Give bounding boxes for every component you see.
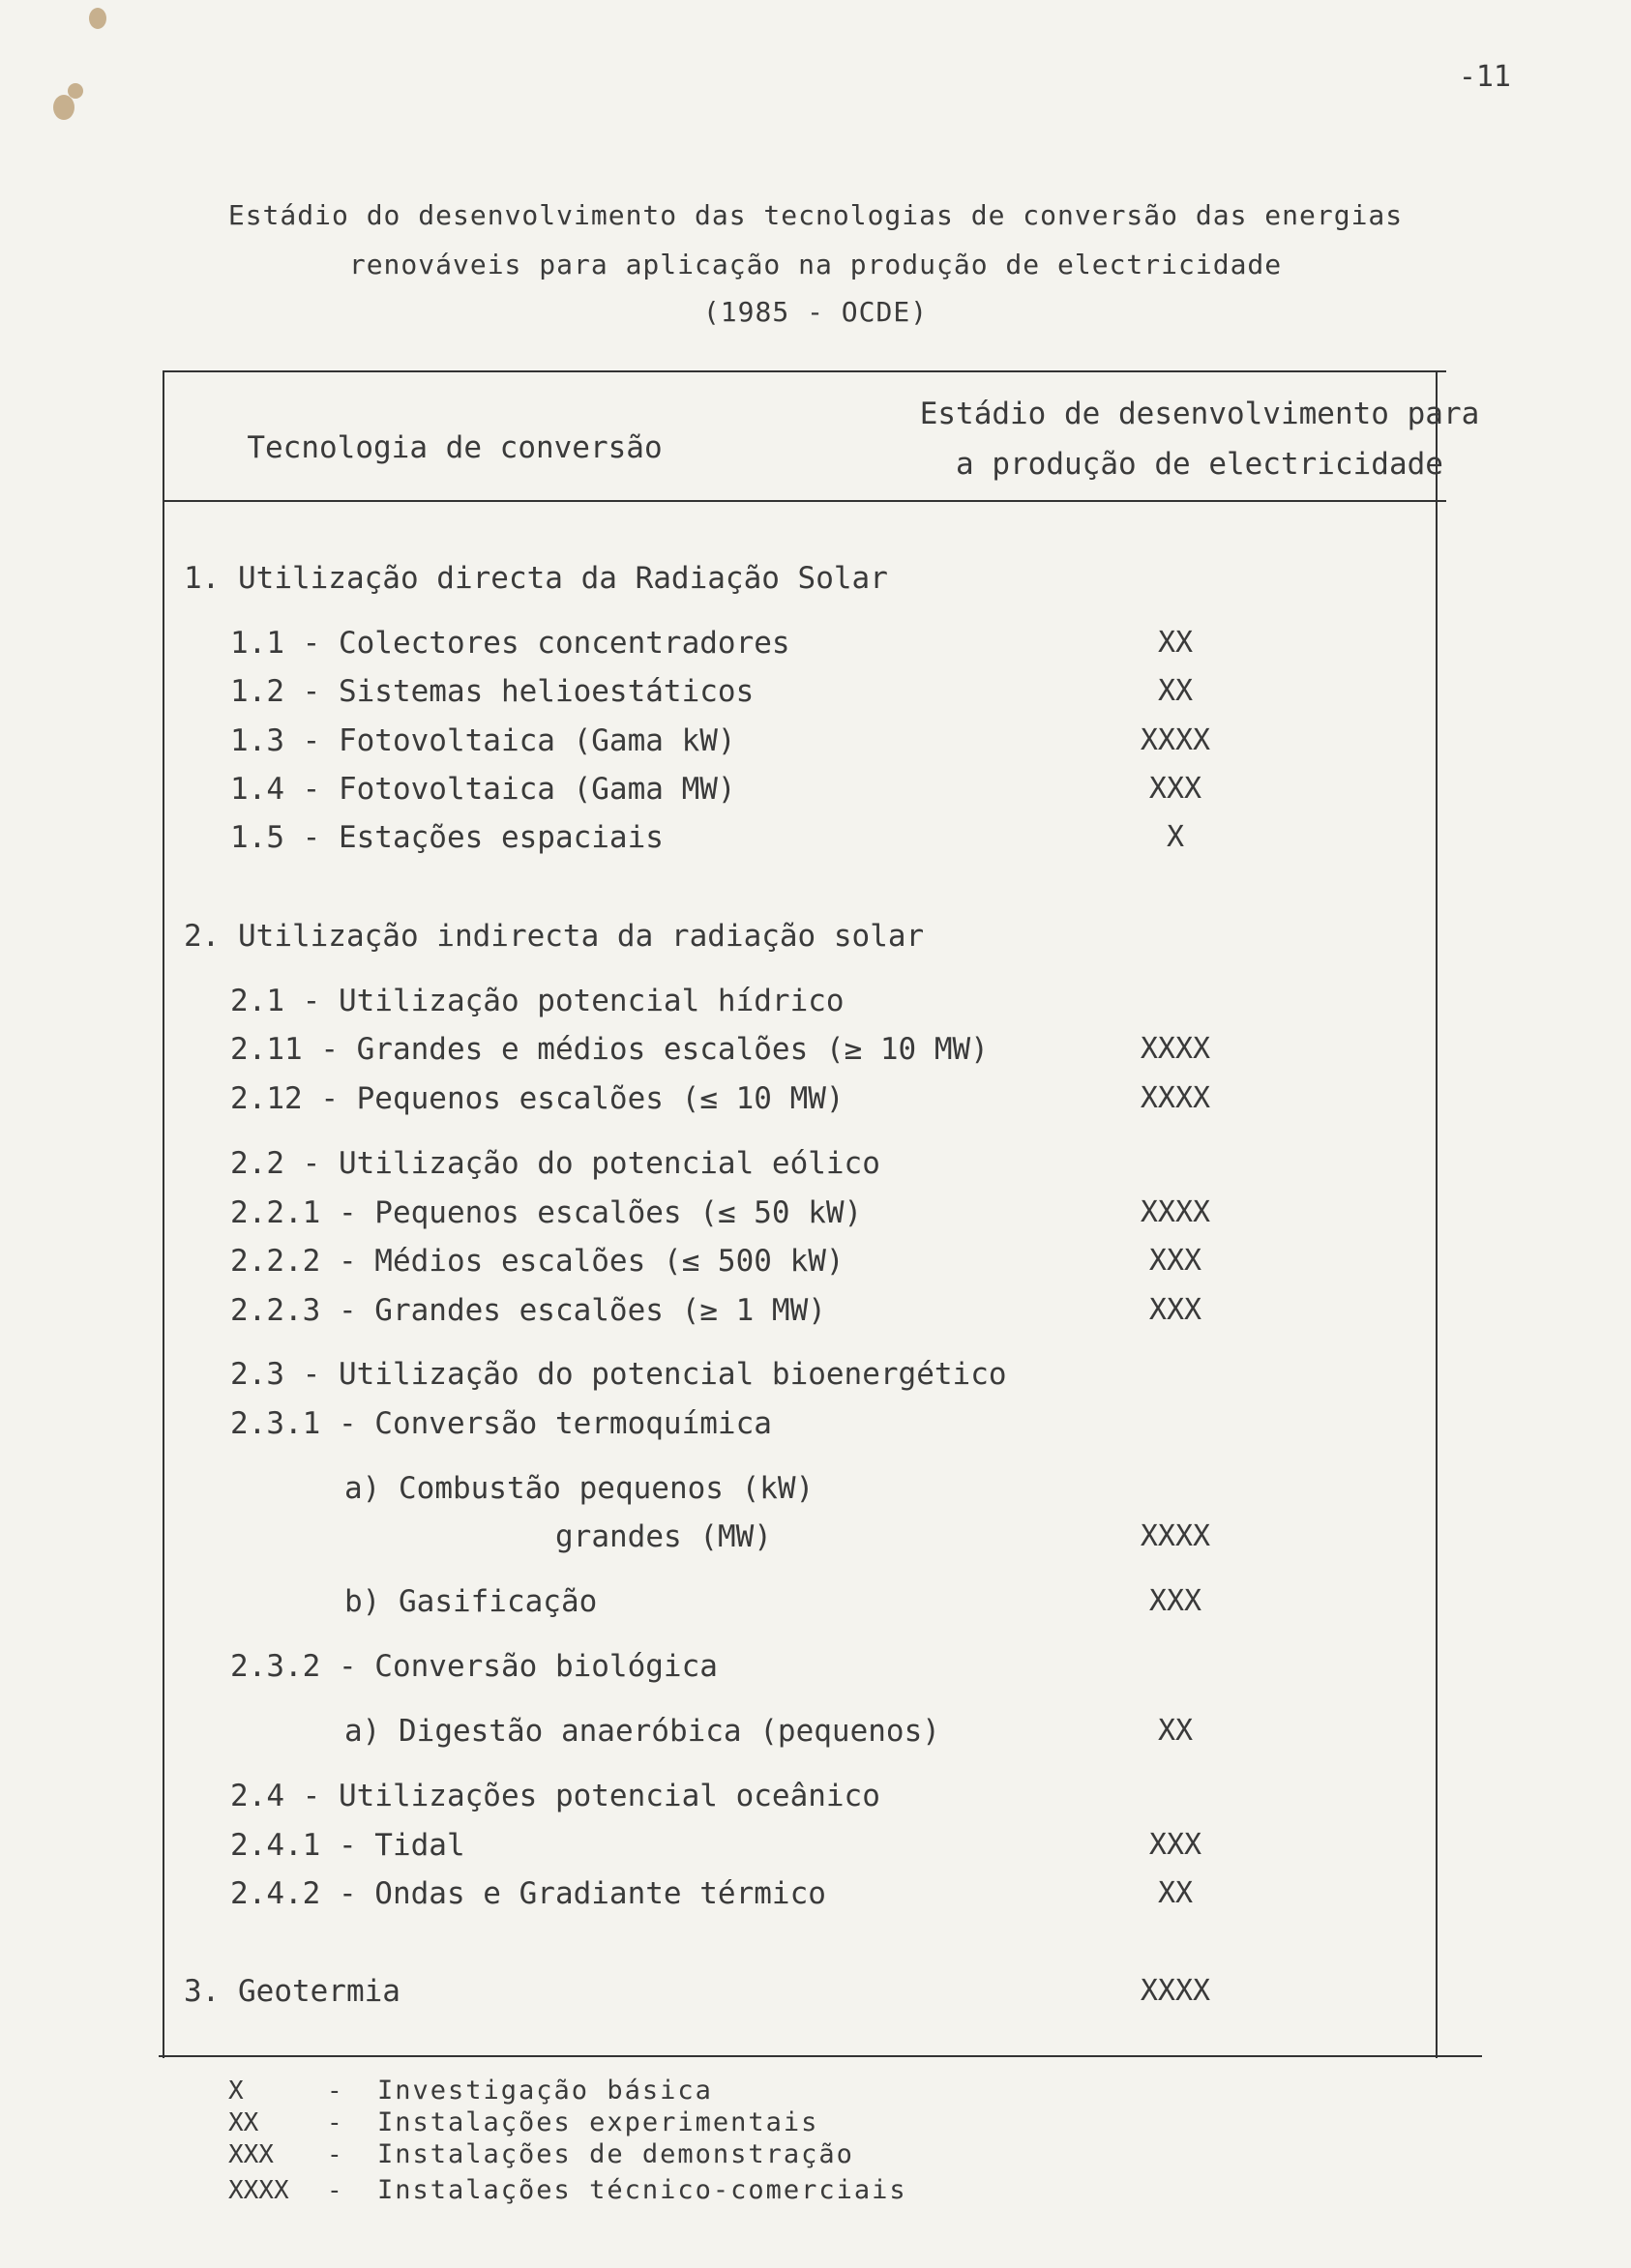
table-row-label: 2.4 - Utilizações potencial oceânico: [230, 1779, 880, 1813]
table-title-line: renováveis para aplicação na produção de electricidade: [348, 249, 1283, 280]
table-row-value: XXX: [1148, 1584, 1202, 1618]
legend-text: Investigação básica: [377, 2076, 713, 2106]
table-row-label: 2.12 - Pequenos escalões (≤ 10 MW): [230, 1081, 845, 1116]
table-row-label: 1.3 - Fotovoltaica (Gama kW): [230, 723, 736, 758]
header-bottom-border: [164, 500, 1446, 502]
table-row-value: XX: [1157, 626, 1194, 660]
table-row-value: XXXX: [1140, 1974, 1211, 2008]
table-row-label: 2. Utilização indirecta da radiação solar: [184, 919, 925, 954]
legend-dash: -: [327, 2140, 342, 2169]
table-row-value: XXXX: [1140, 723, 1211, 757]
table-row-label: 2.4.2 - Ondas e Gradiante térmico: [230, 1876, 826, 1911]
table-row-label: 2.3.1 - Conversão termoquímica: [230, 1406, 772, 1441]
legend-text: Instalações de demonstração: [377, 2139, 854, 2169]
table-row-value: XXXX: [1140, 1032, 1211, 1066]
table-row-label: 2.2.2 - Médios escalões (≤ 500 kW): [230, 1244, 845, 1279]
table-row-label: 2.4.1 - Tidal: [230, 1828, 465, 1863]
legend-dash: -: [327, 2077, 342, 2106]
table-row-label: 2.3.2 - Conversão biológica: [230, 1649, 718, 1684]
legend-key: X: [228, 2077, 244, 2106]
legend-dash: -: [327, 2176, 342, 2205]
stain-mark: [68, 83, 83, 99]
legend-key: XXX: [228, 2140, 274, 2169]
table-row-value: XX: [1157, 674, 1194, 708]
table-row-value: XXX: [1148, 772, 1202, 806]
table-row-label: 1. Utilização directa da Radiação Solar: [184, 561, 888, 596]
table-bottom-border: [159, 2055, 1482, 2057]
column-header-stage: a produção de electricidade: [956, 447, 1443, 482]
legend-text: Instalações técnico-comerciais: [377, 2175, 907, 2205]
table-row-label: a) Combustão pequenos (kW): [344, 1471, 815, 1506]
stain-mark: [89, 8, 106, 29]
table-row-label: 2.1 - Utilização potencial hídrico: [230, 984, 845, 1018]
table-row-label: 1.4 - Fotovoltaica (Gama MW): [230, 772, 736, 807]
table-row-label: 1.5 - Estações espaciais: [230, 820, 664, 855]
column-header-stage: Estádio de desenvolvimento para: [919, 397, 1480, 431]
table-row-value: XX: [1157, 1876, 1194, 1910]
table-row-label: 2.11 - Grandes e médios escalões (≥ 10 MW): [230, 1032, 989, 1067]
stain-mark: [53, 95, 74, 120]
table-row-value: X: [1166, 820, 1185, 854]
legend-key: XX: [228, 2108, 259, 2137]
table-row-label: grandes (MW): [555, 1519, 772, 1554]
table-row-label: 2.2.3 - Grandes escalões (≥ 1 MW): [230, 1293, 826, 1328]
table-row-label: b) Gasificação: [344, 1584, 598, 1619]
table-row-label: a) Digestão anaeróbica (pequenos): [344, 1714, 940, 1749]
table-row-value: XXXX: [1140, 1519, 1211, 1553]
table-row-value: XXXX: [1140, 1195, 1211, 1229]
table-title-line: Estádio do desenvolvimento das tecnologias de conversão das energias: [227, 199, 1404, 231]
table-row-label: 2.3 - Utilização do potencial bioenergético: [230, 1357, 1007, 1392]
table-row-value: XXX: [1148, 1244, 1202, 1278]
table-row-value: XXX: [1148, 1828, 1202, 1862]
table-top-border: [164, 370, 1446, 372]
table-row-label: 1.2 - Sistemas helioestáticos: [230, 674, 755, 709]
table-row-value: XXX: [1148, 1293, 1202, 1327]
table-row-value: XX: [1157, 1714, 1194, 1748]
table-title-line: (1985 - OCDE): [702, 296, 929, 328]
legend-dash: -: [327, 2108, 342, 2137]
table-left-border: [163, 370, 164, 2058]
table-row-value: XXXX: [1140, 1081, 1211, 1115]
table-row-label: 3. Geotermia: [184, 1974, 400, 2009]
table-right-border: [1436, 370, 1438, 2058]
legend-text: Instalações experimentais: [377, 2107, 819, 2137]
column-header-technology: Tecnologia de conversão: [247, 430, 663, 465]
table-row-label: 1.1 - Colectores concentradores: [230, 626, 790, 661]
table-row-label: 2.2.1 - Pequenos escalões (≤ 50 kW): [230, 1195, 863, 1230]
table-row-label: 2.2 - Utilização do potencial eólico: [230, 1146, 880, 1181]
legend-key: XXXX: [228, 2176, 289, 2205]
page-number: -11: [1458, 60, 1511, 94]
